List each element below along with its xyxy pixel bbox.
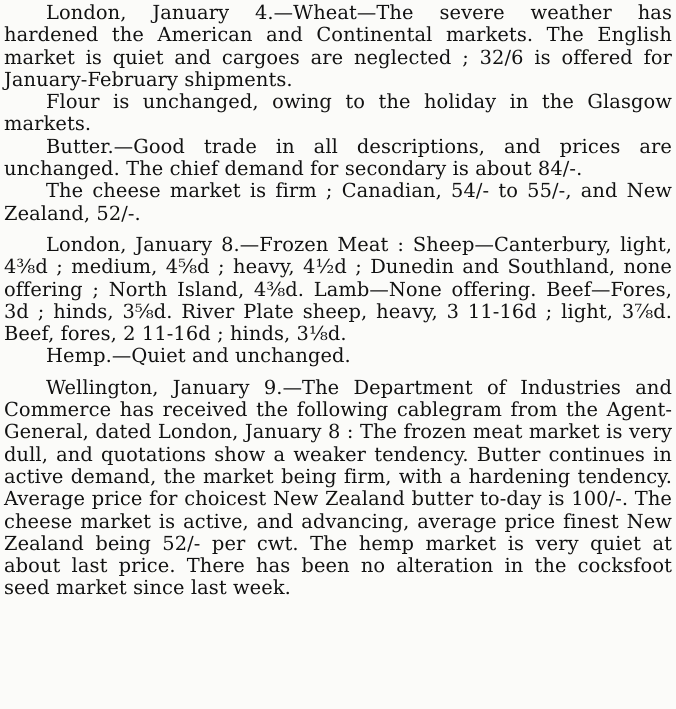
paragraph-frozen-meat: London, January 8.—Frozen Meat : Sheep—Canterbury, light, 4⅜d ; medium, 4⅝d ; heavy, 4½d ; Dunedin and Southland, none offering ; North Island, 4⅜d. Lamb—None offering. Beef—Fores, 3d ; hinds, 3⅝d. River Plate sheep, heavy, 3 11-16d ; light, 3⅞d. Beef, fores, 2 11-16d ; hinds, 3⅛d. bbox=[4, 232, 672, 346]
paragraph-cheese: The cheese market is firm ; Canadian, 54/- to 55/-, and New Zealand, 52/-. bbox=[4, 179, 672, 225]
paragraph-wellington-cablegram: Wellington, January 9.—The Department of Industries and Commerce has received the following cablegram from the Agent-General, dated London, January 8 : The frozen meat market is very dull, and quotations show a weaker tendency. Butter continues in active demand, the market being firm, with a hardening tendency. Average price for choicest New Zealand butter to-day is 100/-. The cheese market is active, and advancing, average price finest New Zealand being 52/- per cwt. The hemp market is very quiet at about last price. There has been no alteration in the cocksfoot seed market since last week. bbox=[4, 375, 672, 600]
paragraph-flour: Flour is unchanged, owing to the holiday in the Glasgow markets. bbox=[4, 90, 672, 136]
paragraph-wheat-report: London, January 4.—Wheat—The severe weather has hardened the American and Continental markets. The English market is quiet and cargoes are neglected ; 32/6 is offered for January-February shipments. bbox=[4, 1, 672, 91]
paragraph-butter: Butter.—Good trade in all descriptions, and prices are unchanged. The chief demand for secondary is about 84/-. bbox=[4, 134, 672, 181]
paragraph-hemp: Hemp.—Quiet and unchanged. bbox=[46, 344, 351, 368]
